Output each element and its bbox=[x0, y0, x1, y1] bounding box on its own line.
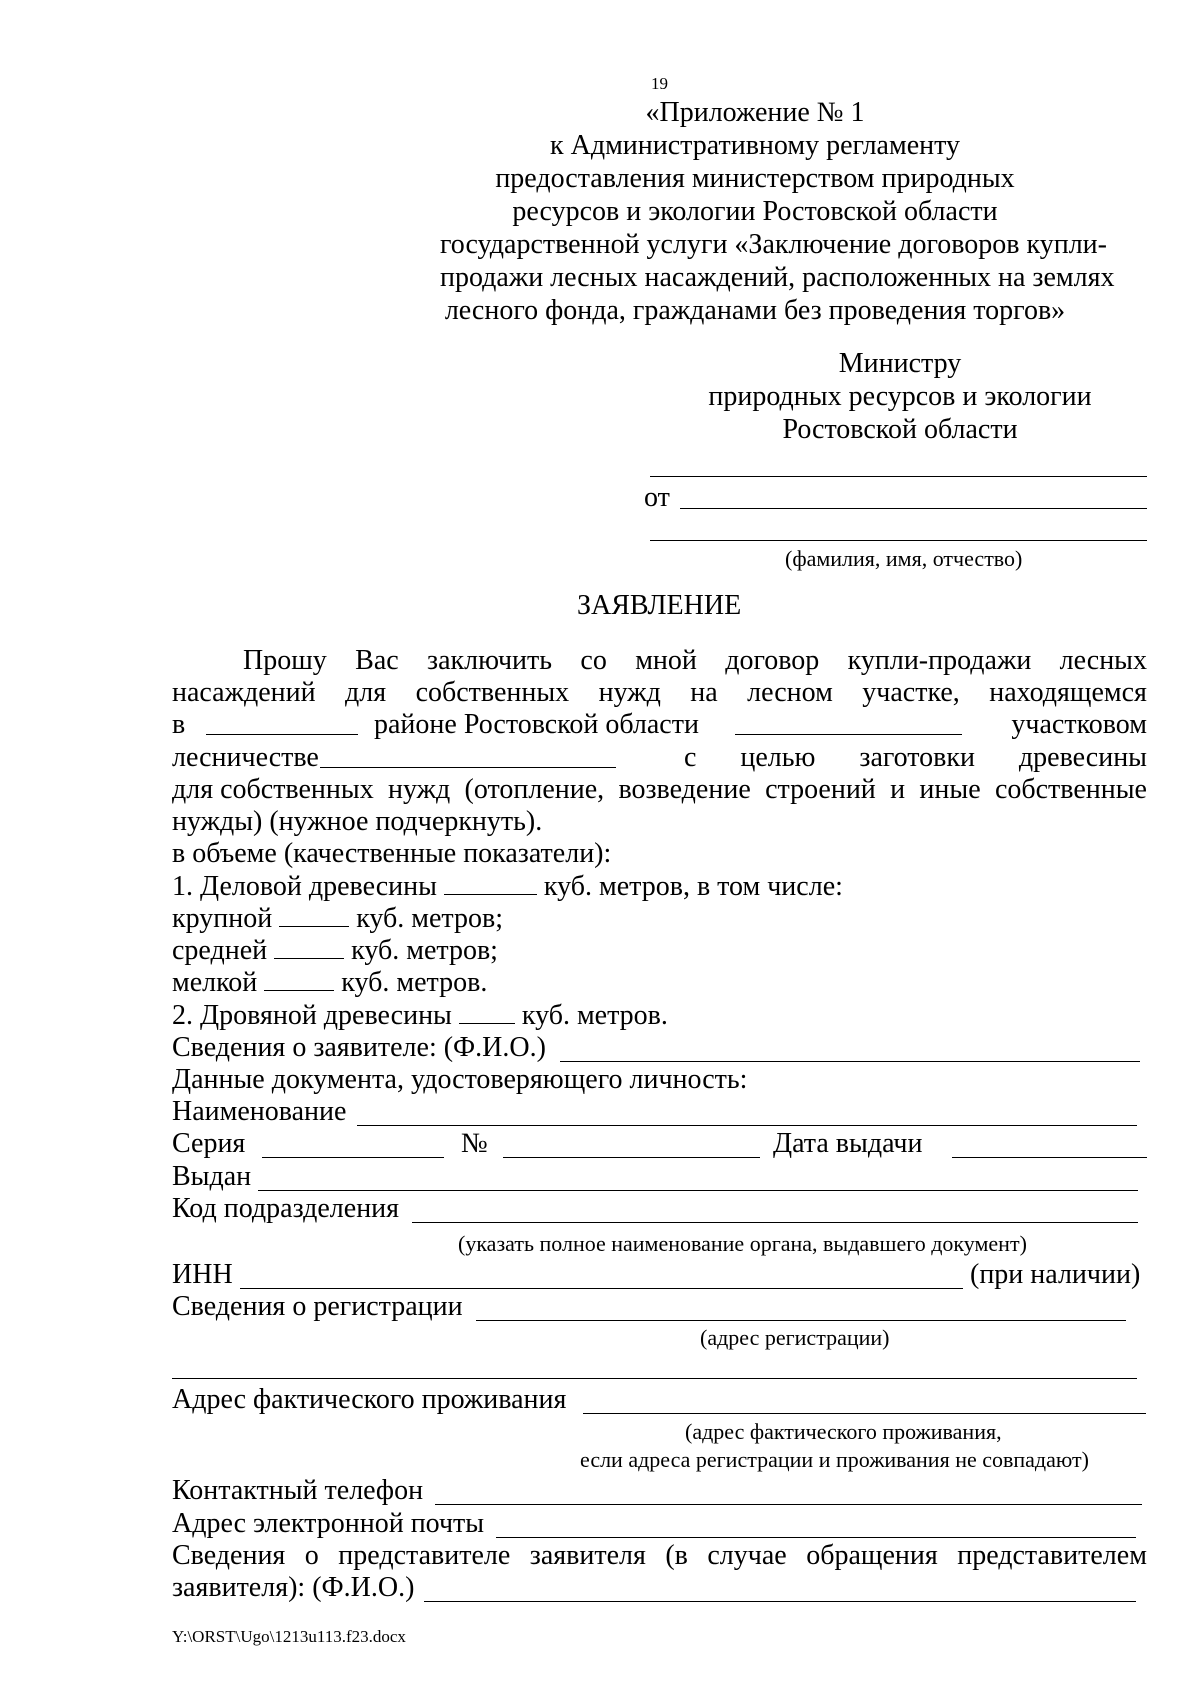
issue-date-field[interactable] bbox=[952, 1157, 1147, 1158]
division-label: Код подразделения bbox=[172, 1193, 400, 1224]
small-wood-field[interactable] bbox=[264, 966, 334, 991]
body-line-1: Прошу Вас заключить со мной договор купли-продажи лесных bbox=[243, 645, 1147, 676]
registration-label: Сведения о регистрации bbox=[172, 1291, 463, 1322]
forestry-field[interactable] bbox=[320, 743, 616, 768]
body-line-2: насаждений для собственных нужд на лесном участке, находящемся bbox=[172, 677, 1147, 708]
from-label: от bbox=[644, 482, 670, 513]
business-wood-field[interactable] bbox=[444, 870, 537, 895]
addressee-line: природных ресурсов и экологии bbox=[708, 381, 1092, 412]
addressee-line: Министру bbox=[838, 348, 962, 379]
representative-line-1: Сведения о представителе заявителя (в случае обращения представителем bbox=[172, 1540, 1147, 1571]
applicant-fio-label: Сведения о заявителе: (Ф.И.О.) bbox=[172, 1032, 546, 1063]
representative-fio-field[interactable] bbox=[424, 1601, 1136, 1602]
appendix-line: предоставления министерством природных bbox=[495, 163, 1015, 194]
inn-field[interactable] bbox=[240, 1288, 963, 1289]
appendix-line: государственной услуги «Заключение договоров купли- bbox=[440, 229, 1107, 260]
applicant-fio-field[interactable] bbox=[560, 1061, 1140, 1062]
appendix-line: «Приложение № 1 bbox=[645, 97, 865, 128]
footer-file-path: Y:\ORST\Ugo\1213u113.f23.docx bbox=[172, 1627, 406, 1646]
doc-name-label: Наименование bbox=[172, 1096, 347, 1127]
representative-line-2: заявителя): (Ф.И.О.) bbox=[172, 1572, 415, 1603]
email-label: Адрес электронной почты bbox=[172, 1508, 485, 1539]
from-name-line[interactable] bbox=[680, 508, 1147, 509]
registration-field[interactable] bbox=[476, 1320, 1126, 1321]
division-field[interactable] bbox=[412, 1222, 1138, 1223]
body-line-7: в объеме (качественные показатели): bbox=[172, 838, 612, 869]
number-label: № bbox=[461, 1128, 488, 1159]
actual-address-hint-2: если адреса регистрации и проживания не совпадают) bbox=[580, 1447, 1089, 1472]
issued-label: Выдан bbox=[172, 1161, 252, 1192]
email-field[interactable] bbox=[496, 1537, 1136, 1538]
addressee-block bbox=[690, 347, 1110, 446]
actual-address-hint-1: (адрес фактического проживания, bbox=[685, 1419, 1002, 1444]
business-wood-row: 1. Деловой древесины куб. метров, в том числе: bbox=[172, 871, 843, 902]
body-line-3: в районе Ростовской области участковом bbox=[172, 709, 1147, 740]
district-field[interactable] bbox=[206, 710, 358, 735]
issued-field[interactable] bbox=[258, 1190, 1138, 1191]
body-line-5: для собственных нужд (отопление, возведение строений и иные собственные bbox=[172, 774, 1147, 805]
series-field[interactable] bbox=[262, 1157, 444, 1158]
small-wood-row: мелкой куб. метров. bbox=[172, 967, 488, 998]
fuel-wood-field[interactable] bbox=[459, 999, 515, 1024]
body-line-4: лесничестве с целью заготовки древесины bbox=[172, 742, 1147, 773]
large-wood-row: крупной куб. метров; bbox=[172, 903, 503, 934]
registration-field-2[interactable] bbox=[172, 1378, 1137, 1379]
body-line-6: нужды) (нужное подчеркнуть). bbox=[172, 806, 543, 837]
id-doc-label: Данные документа, удостоверяющего личность: bbox=[172, 1064, 748, 1095]
forestry-district-field[interactable] bbox=[735, 710, 962, 735]
medium-wood-row: средней куб. метров; bbox=[172, 935, 498, 966]
from-name-line-2[interactable] bbox=[650, 540, 1147, 541]
page-number: 19 bbox=[651, 74, 668, 93]
appendix-line: лесного фонда, гражданами без проведения торгов» bbox=[444, 295, 1066, 326]
document-title: ЗАЯВЛЕНИЕ bbox=[577, 590, 742, 621]
inn-suffix: (при наличии) bbox=[970, 1259, 1141, 1290]
number-field[interactable] bbox=[503, 1157, 760, 1158]
addressee-line: Ростовской области bbox=[782, 414, 1018, 445]
doc-name-field[interactable] bbox=[357, 1125, 1137, 1126]
actual-address-label: Адрес фактического проживания bbox=[172, 1384, 567, 1415]
appendix-line: продажи лесных насаждений, расположенных на землях bbox=[440, 262, 1115, 293]
series-label: Серия bbox=[172, 1128, 246, 1159]
phone-label: Контактный телефон bbox=[172, 1475, 424, 1506]
registration-hint: (адрес регистрации) bbox=[700, 1325, 890, 1350]
appendix-header bbox=[440, 96, 1115, 327]
issue-date-label: Дата выдачи bbox=[773, 1128, 923, 1159]
fio-hint: (фамилия, имя, отчество) bbox=[785, 546, 1023, 571]
appendix-line: к Административному регламенту bbox=[550, 130, 960, 161]
appendix-line: ресурсов и экологии Ростовской области bbox=[512, 196, 998, 227]
medium-wood-field[interactable] bbox=[274, 934, 344, 959]
inn-label: ИНН bbox=[172, 1259, 233, 1290]
division-hint: (указать полное наименование органа, выдавшего документ) bbox=[458, 1231, 1027, 1256]
large-wood-field[interactable] bbox=[279, 902, 349, 927]
actual-address-field[interactable] bbox=[583, 1413, 1146, 1414]
addressee-name-line[interactable] bbox=[650, 476, 1147, 477]
phone-field[interactable] bbox=[435, 1504, 1142, 1505]
fuel-wood-row: 2. Дровяной древесины куб. метров. bbox=[172, 1000, 668, 1031]
